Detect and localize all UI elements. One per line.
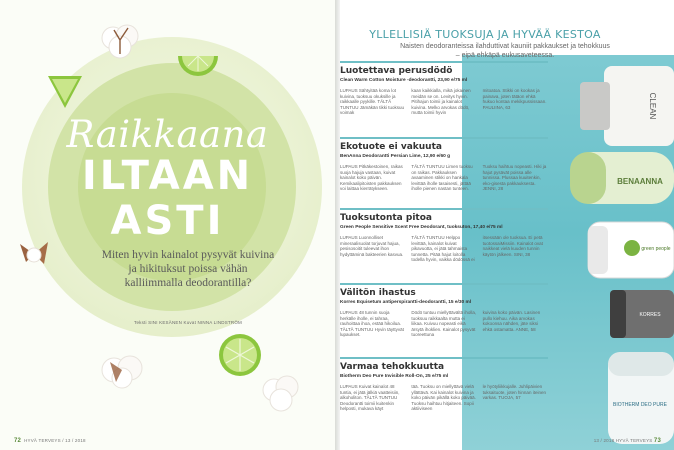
right-headline: YLLELLISIÄ TUOKSUJA JA HYVÄÄ KESTOA	[369, 28, 601, 41]
review-column: kuivina koko päivän. Lasinen pullo kiehuu. Aika arvokas kokoonsa nähden, jäte siksi ehkä ostamatta. ANNE, 58	[482, 310, 541, 332]
review-column: Tuoksu haihtuu nopeasti. Hiki ja hajut pysävät poissa alle tunnissa. Plussaa kuuitenkin, eko-gisesta pakkauksesta. JENNI, 28	[482, 164, 547, 192]
right-folio	[594, 438, 664, 444]
section-divider	[340, 283, 548, 285]
review-column: LUPAUS 48 tunnin suoja herkälle iholle, ei tahraa, rauhoittaa ihoa, estää hikoilua. TÄLTÄ TUNTUU Hyvin täyttyvät lupaukset.	[340, 310, 404, 338]
section-divider	[340, 208, 548, 210]
product-line: Clean Warm Cotton Moisture -deodorantti, 23,90 e/75 ml	[340, 78, 468, 83]
cotton-flower-icon	[96, 18, 144, 62]
product-line: Biotherm Deo Pure Invisible Roll-On, 25 e/75 ml	[340, 374, 449, 379]
page-number: 73	[653, 438, 661, 444]
title-script: Raikkaana	[66, 113, 269, 156]
lime-slice-icon	[216, 331, 264, 379]
cotton-flower-icon	[96, 348, 148, 390]
section-title: Tuoksutonta pitoa	[340, 213, 432, 223]
right-subhead: Naisten deodoranteissa ilahduttivat kauniit pakkaukset ja tehokkuus – eipä ehkäpä eukusaveteessa.	[400, 43, 610, 59]
benanna-deodorant-tube	[566, 146, 674, 208]
section-divider	[340, 61, 548, 63]
review-column: Dödö tuntuu miellyttävältä iholla, tuoksuu raikkaalta mutta ei liikaa. Kuivuu nopeasti eikä ärsytä ihoklien. Kainalot pysyvät tuoreettuna	[411, 310, 477, 338]
review-columns	[340, 310, 548, 338]
clean-deodorant-bottle	[578, 62, 674, 150]
section-divider	[340, 357, 548, 359]
bottle-label: CLEAN	[648, 92, 657, 120]
review-column: LUPAUS Kuivat kainalot 48 tuntia, ei jätä jälkiä vaatteisiin, alkoholiton. TÄLTÄ TUNTUU Deodorantti toimii kuitenkin helposti, mukava käyt	[340, 384, 400, 412]
green-people-deodorant	[584, 218, 674, 282]
lime-slice-icon	[174, 32, 220, 78]
bottle-label: BIOTHERM DEO PURE	[613, 402, 667, 408]
review-column: mitoatoa. Stikki on kookas ja painava, joten tätäon ehkä hukuo kontaa mekikpussissaan. PAULIINA, 63	[482, 88, 547, 110]
review-column: LUPAUS Pitkäkestoinen, raikas suoja hajuja vastaan, kuivat kainalot koko päivän. Kemikaalipitoisten pakkauksen voi laittaa kierrätykseen.	[340, 164, 403, 192]
bottle-label: green people	[641, 246, 671, 252]
review-section	[340, 137, 548, 192]
biotherm-roll-on	[602, 346, 674, 446]
product-line: Green People Sensitive Scent Free Deodorant, tuoksuton, 17,40 e/75 ml	[340, 225, 503, 230]
section-title: Varmaa tehokkuutta	[340, 362, 445, 372]
product-line: Korres Equisetum antiperspirantti-deodorantti, 15 e/30 ml	[340, 300, 472, 305]
review-section	[340, 357, 548, 412]
review-columns	[340, 235, 548, 263]
lime-slice-icon	[44, 70, 86, 112]
title-bold-line-2: ASTI	[110, 198, 225, 244]
left-folio	[14, 438, 86, 444]
bottle-label: KORRES	[639, 312, 661, 318]
page-number: 72	[14, 438, 22, 444]
review-section	[340, 283, 548, 338]
review-section	[340, 61, 548, 116]
right-page	[340, 0, 674, 450]
review-column: itsessään ole tuoksua. Ei petä tuotossaiMissiin. Kainalot ovat naikkeat vielä kuuden tunnin käytön jälkeen. SINI, 38	[482, 235, 543, 257]
review-column: LUPAUS Sähtyitää koma lot kuivina, tuoksuu okuksille ja raikkaalle pyykille. TÄLTÄ TUNTUU Jämäkän tikki tuoksuu voimak	[340, 88, 405, 116]
folio-text: HYVÄ TERVEYS / 13 / 2018	[24, 438, 86, 443]
section-title: Ekotuote ei vakuuta	[340, 142, 442, 152]
review-column: TÄLTÄ TUNTUU Helppo levittää, kainalot kuivat pikavuotta, ei jätä tahmaista tunnetta. Pitää hajut loitolla todella hyvin, vaikka dödössä ei	[411, 235, 475, 263]
article-lede: Miten hyvin kainalot pysyvät kuivina ja hikituksut poissa vähän kalliimmalla deodorantilla?	[101, 249, 275, 289]
section-title: Välitön ihastus	[340, 288, 416, 298]
korres-deodorant-bottle	[606, 286, 674, 342]
review-columns	[340, 164, 548, 192]
section-title: Luotettava perusdödö	[340, 66, 453, 76]
review-column: tää. Tuoksu on miellyttävä vielä yllättävä. Kai kainalot kuivina ja koko päivän pikällä koko päivää. Tuoksu haihtuu hitjaiteen. Sopii aktiiviseen	[411, 384, 476, 412]
review-column: le hyötyliikkujalle. Juhlipäivien tuksaituote, joten hinnan iteinen varkas. TUOJA, 57	[482, 384, 546, 401]
review-column: LUPAUS Luonnolliset mineraalisuolat torjuvat hajua, pesisosoitit tuleevat ihon hydyttäminä bakteerien kasvua.	[340, 235, 404, 257]
title-bold-line-1: ILTAAN	[81, 153, 254, 199]
product-line: BenAnna Deodorantti Persian Lime, 12,90 e/60 g	[340, 154, 451, 159]
review-columns	[340, 384, 548, 412]
article-credit: Teksti SINI KESÄNEN Kuvat NINNA LINDSTRÖM	[134, 320, 242, 325]
review-column: kaan kaikkialla, mikä jokainen meidän se on. Levitys hyvin. Pitihajun toimii ja kainalot kuivina. Melko arvokas dödö, mutta toimii hyvin	[411, 88, 471, 116]
cotton-flower-icon	[258, 370, 302, 414]
section-divider	[340, 137, 548, 139]
folio-text: 13 / 2018 HYVÄ TERVEYS	[593, 438, 653, 443]
left-page	[0, 0, 335, 450]
review-columns	[340, 88, 548, 116]
bottle-label: BENAANNA	[617, 177, 663, 186]
review-section	[340, 208, 548, 263]
review-column: TÄLTÄ TUNTUU Limen tuoksu on raikas. Pakkauksen avaaminen stikki on hankala levittää iholle tasaisesti, jättää iholle pienen nastan tunteen.	[411, 164, 473, 192]
